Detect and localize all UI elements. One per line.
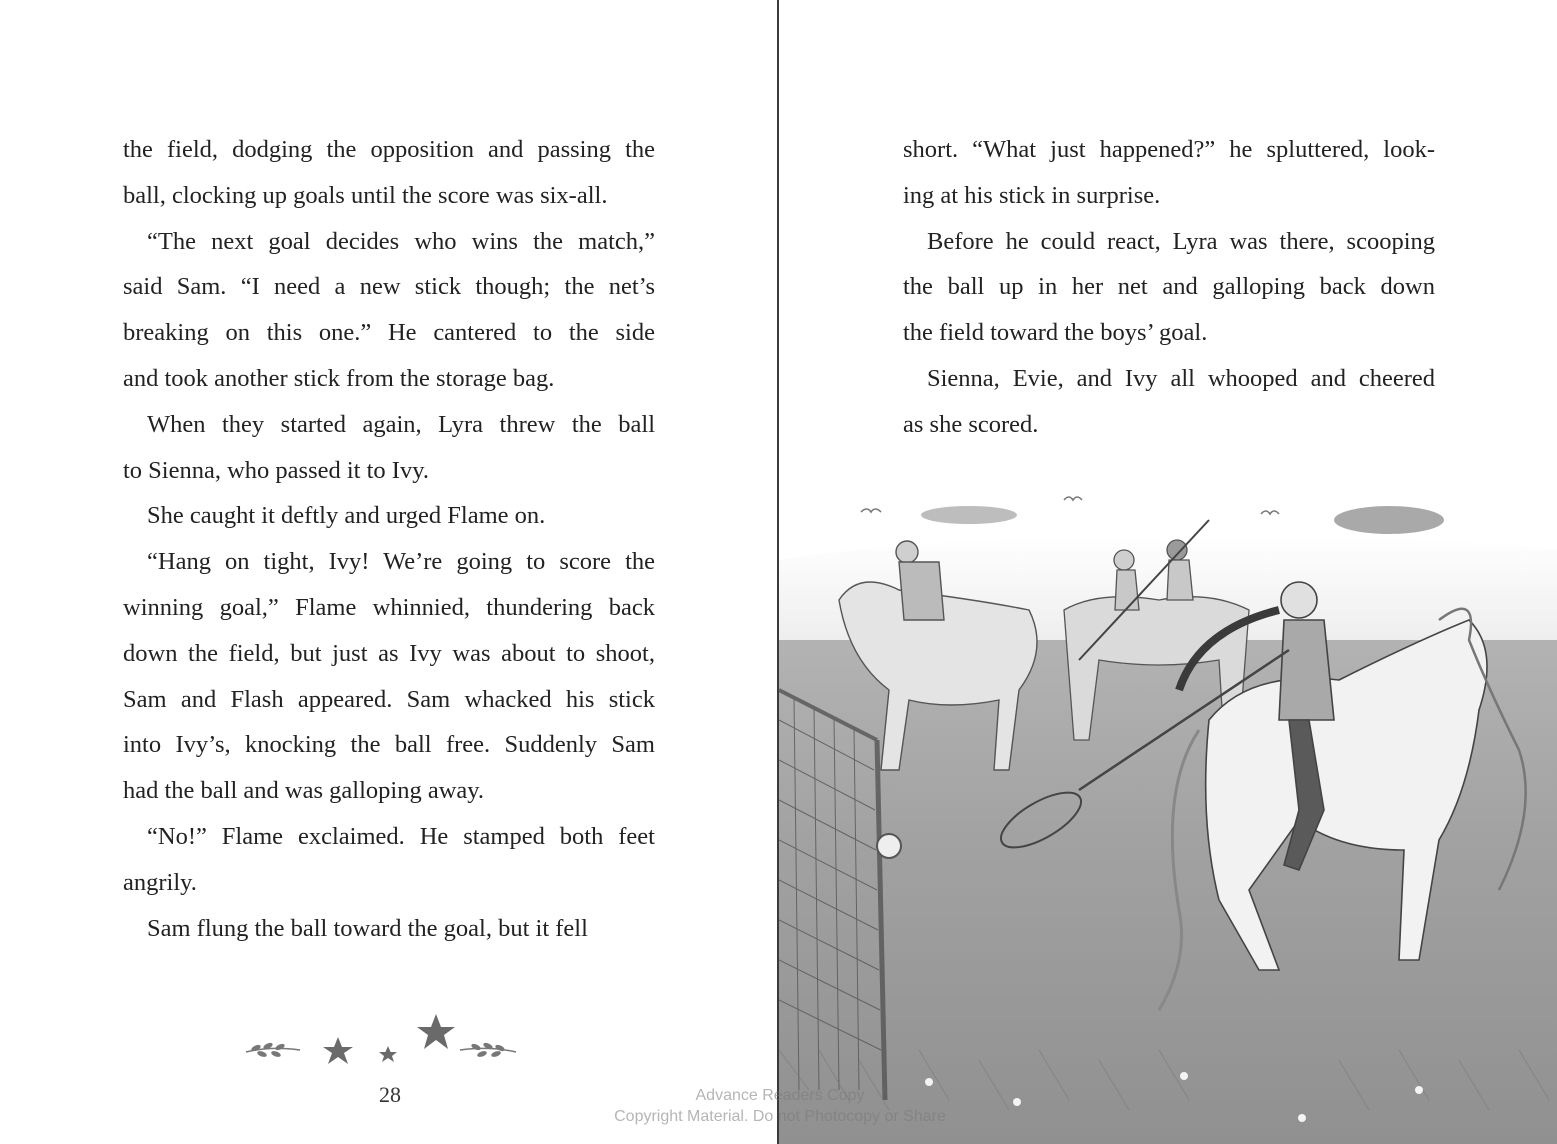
text-line: angrily. — [123, 868, 197, 896]
text-line: and took another stick from the storage bag. — [123, 364, 555, 392]
text-line: winning goal,” Flame whinnied, thundering back — [123, 593, 655, 621]
text-line: breaking on this one.” He cantered to the side — [123, 319, 655, 347]
paragraph — [123, 127, 655, 219]
paragraph — [123, 493, 655, 539]
text-line: She caught it deftly and urged Flame on. — [147, 502, 546, 530]
paragraph — [123, 402, 655, 494]
ball — [877, 834, 901, 858]
text-line: “No!” Flame exclaimed. He stamped both feet — [147, 822, 655, 850]
text-line: as she scored. — [903, 410, 1039, 438]
paragraph — [903, 356, 1435, 448]
text-line: Sienna, Evie, and Ivy all whooped and cheered — [927, 364, 1435, 392]
left-page-text — [123, 127, 655, 951]
text-line: When they started again, Lyra threw the ball — [147, 410, 655, 438]
text-line: short. “What just happened?” he spluttered, look- — [903, 136, 1435, 163]
star-vine-ornament — [240, 1010, 520, 1070]
watermark-line-2: Copyright Material. Do not Photocopy or Share — [614, 1108, 946, 1125]
page-number: 28 — [379, 1082, 401, 1107]
text-line: the field, dodging the opposition and passing the — [123, 136, 655, 163]
left-page — [0, 0, 778, 1144]
right-page — [779, 0, 1557, 1144]
text-line: had the ball and was galloping away. — [123, 777, 485, 805]
text-line: the field toward the boys’ goal. — [903, 319, 1208, 347]
cloud-right — [1334, 506, 1444, 534]
text-line: “The next goal decides who wins the match,” — [147, 227, 655, 255]
paragraph — [123, 219, 655, 402]
watermark-line-1: Advance Readers Copy — [695, 1087, 865, 1104]
text-line: down the field, but just as Ivy was about to shoot, — [123, 639, 655, 667]
text-line: Sam flung the ball toward the goal, but it fell — [147, 914, 588, 942]
unicorn-lacrosse-illustration — [779, 490, 1557, 1144]
watermark — [560, 1085, 1000, 1127]
text-line: the ball up in her net and galloping back down — [903, 273, 1435, 301]
right-page-text — [903, 127, 1435, 448]
paragraph — [123, 539, 655, 814]
text-line: to Sienna, who passed it to Ivy. — [123, 456, 429, 484]
paragraph — [123, 906, 655, 952]
paragraph — [903, 127, 1435, 219]
text-line: said Sam. “I need a new stick though; the net’s — [123, 273, 655, 301]
text-line: ing at his stick in surprise. — [903, 181, 1161, 209]
text-line: ball, clocking up goals until the score was six-all. — [123, 181, 608, 209]
paragraph — [903, 219, 1435, 356]
text-line: “Hang on tight, Ivy! We’re going to score the — [147, 548, 655, 576]
text-line: into Ivy’s, knocking the ball free. Suddenly Sam — [123, 731, 655, 759]
paragraph — [123, 814, 655, 906]
text-line: Sam and Flash appeared. Sam whacked his stick — [123, 685, 655, 713]
cloud-left — [921, 506, 1017, 524]
text-line: Before he could react, Lyra was there, scooping — [927, 227, 1435, 255]
